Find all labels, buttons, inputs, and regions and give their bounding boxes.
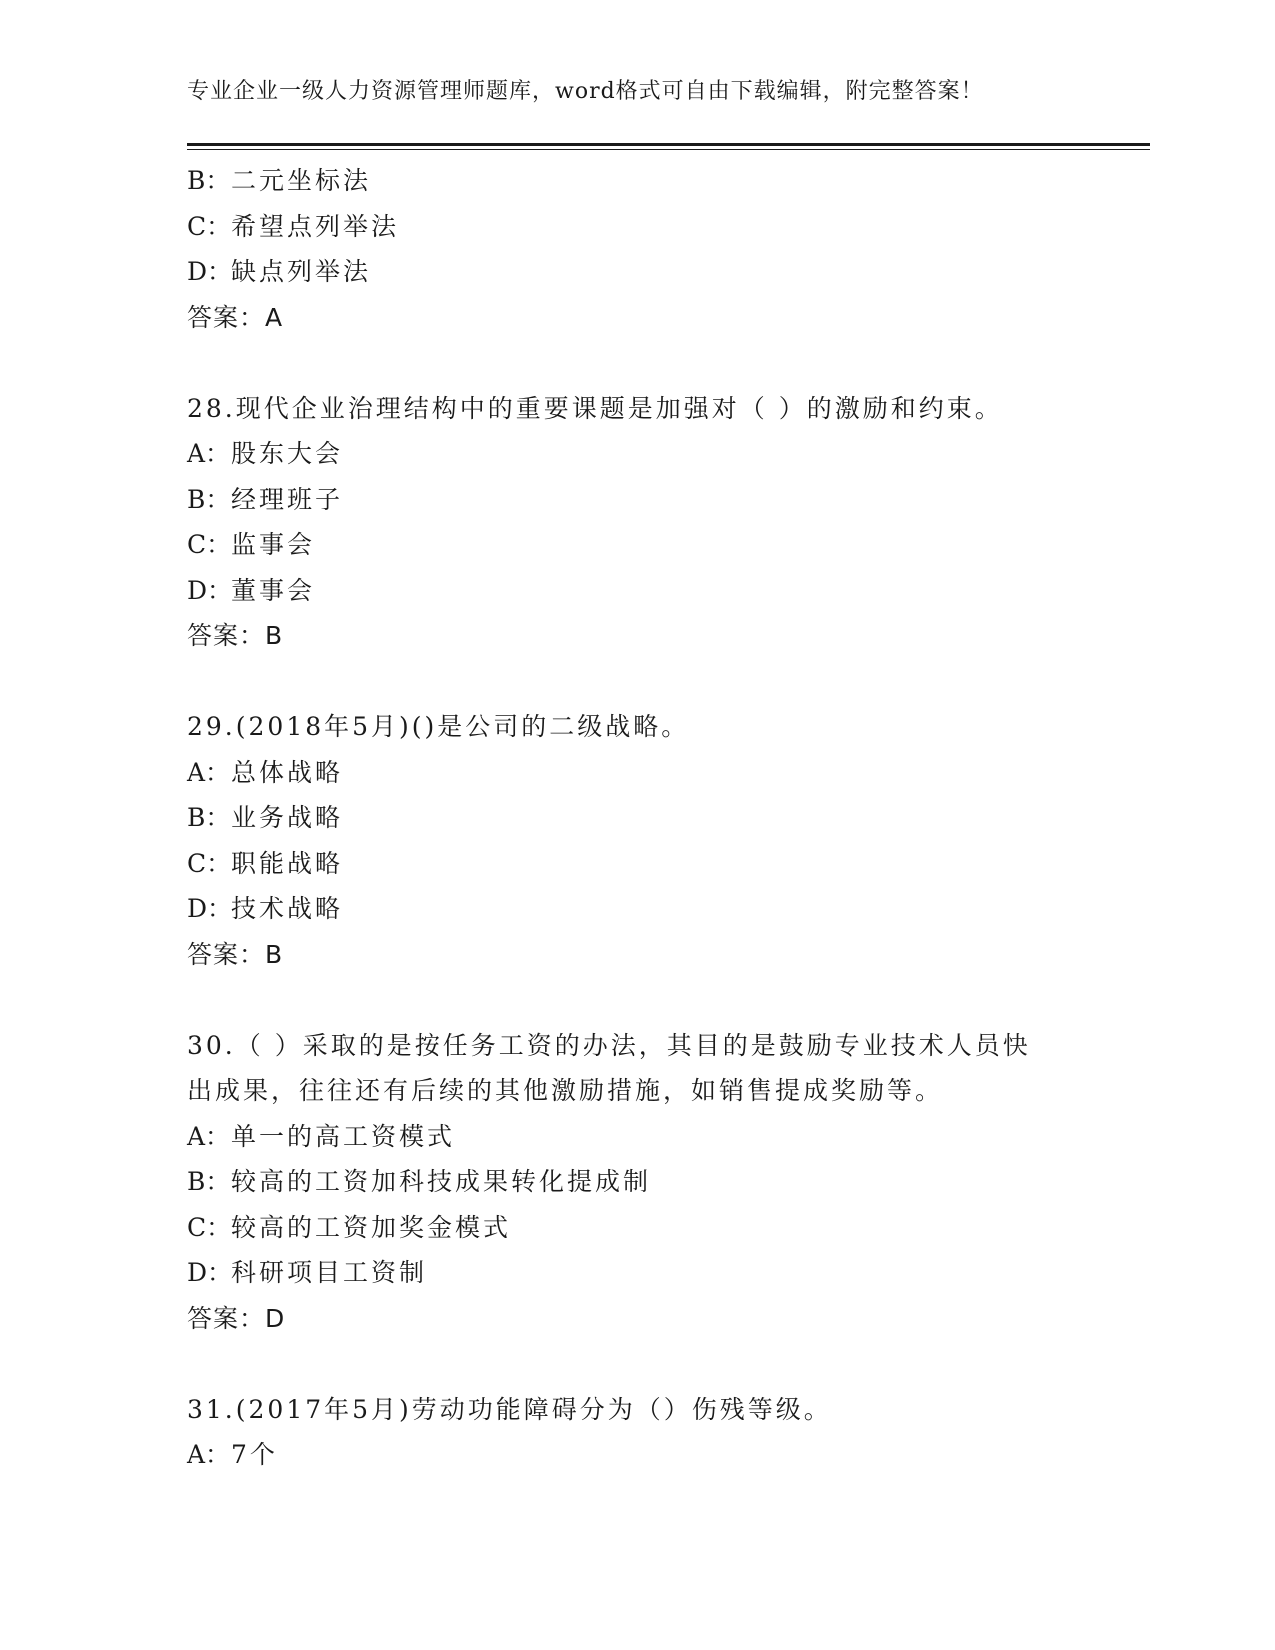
header-rule-thin (187, 149, 1150, 150)
question-block (187, 158, 1087, 340)
option-d: D：缺点列举法 (187, 257, 372, 286)
option-c: C：希望点列举法 (187, 211, 400, 241)
answer: 答案：D (187, 1303, 286, 1333)
option-a: A：单一的高工资模式 (187, 1121, 456, 1151)
option-b: B：业务战略 (187, 803, 344, 832)
question-block (187, 386, 1087, 659)
option-a: A：股东大会 (187, 439, 344, 468)
option-d: D：董事会 (187, 575, 316, 605)
question-text: 28.现代企业治理结构中的重要课题是加强对（ ）的激励和约束。 (187, 393, 1003, 423)
option-b: B：较高的工资加科技成果转化提成制 (187, 1167, 652, 1196)
question-list (187, 158, 1087, 1478)
header-rule-thick (187, 143, 1150, 146)
question-block (187, 1387, 1087, 1478)
option-b: B：经理班子 (187, 484, 344, 514)
answer: 答案：A (187, 302, 284, 332)
question-text: 31.(2017年5月)劳动功能障碍分为（）伤残等级。 (187, 1394, 832, 1424)
question-block (187, 704, 1087, 977)
option-c: C：监事会 (187, 530, 316, 559)
option-a: A：7个 (187, 1440, 278, 1469)
question-text-line-2: 出成果，往往还有后续的其他激励措施，如销售提成奖励等。 (187, 1076, 944, 1105)
option-d: D：科研项目工资制 (187, 1258, 428, 1287)
option-d: D：技术战略 (187, 894, 344, 923)
question-text-line-1: 30.（ ）采取的是按任务工资的办法，其目的是鼓励专业技术人员快 (187, 1030, 1031, 1060)
answer: 答案：B (187, 939, 284, 969)
option-b: B：二元坐标法 (187, 166, 372, 195)
option-a: A：总体战略 (187, 757, 344, 787)
option-c: C：较高的工资加奖金模式 (187, 1212, 512, 1242)
page-header: 专业企业一级人力资源管理师题库，word格式可自由下载编辑，附完整答案！ (187, 79, 984, 104)
option-c: C：职能战略 (187, 848, 344, 878)
question-block (187, 1023, 1087, 1342)
answer: 答案：B (187, 621, 284, 650)
question-text: 29.(2018年5月)()是公司的二级战略。 (187, 712, 690, 741)
